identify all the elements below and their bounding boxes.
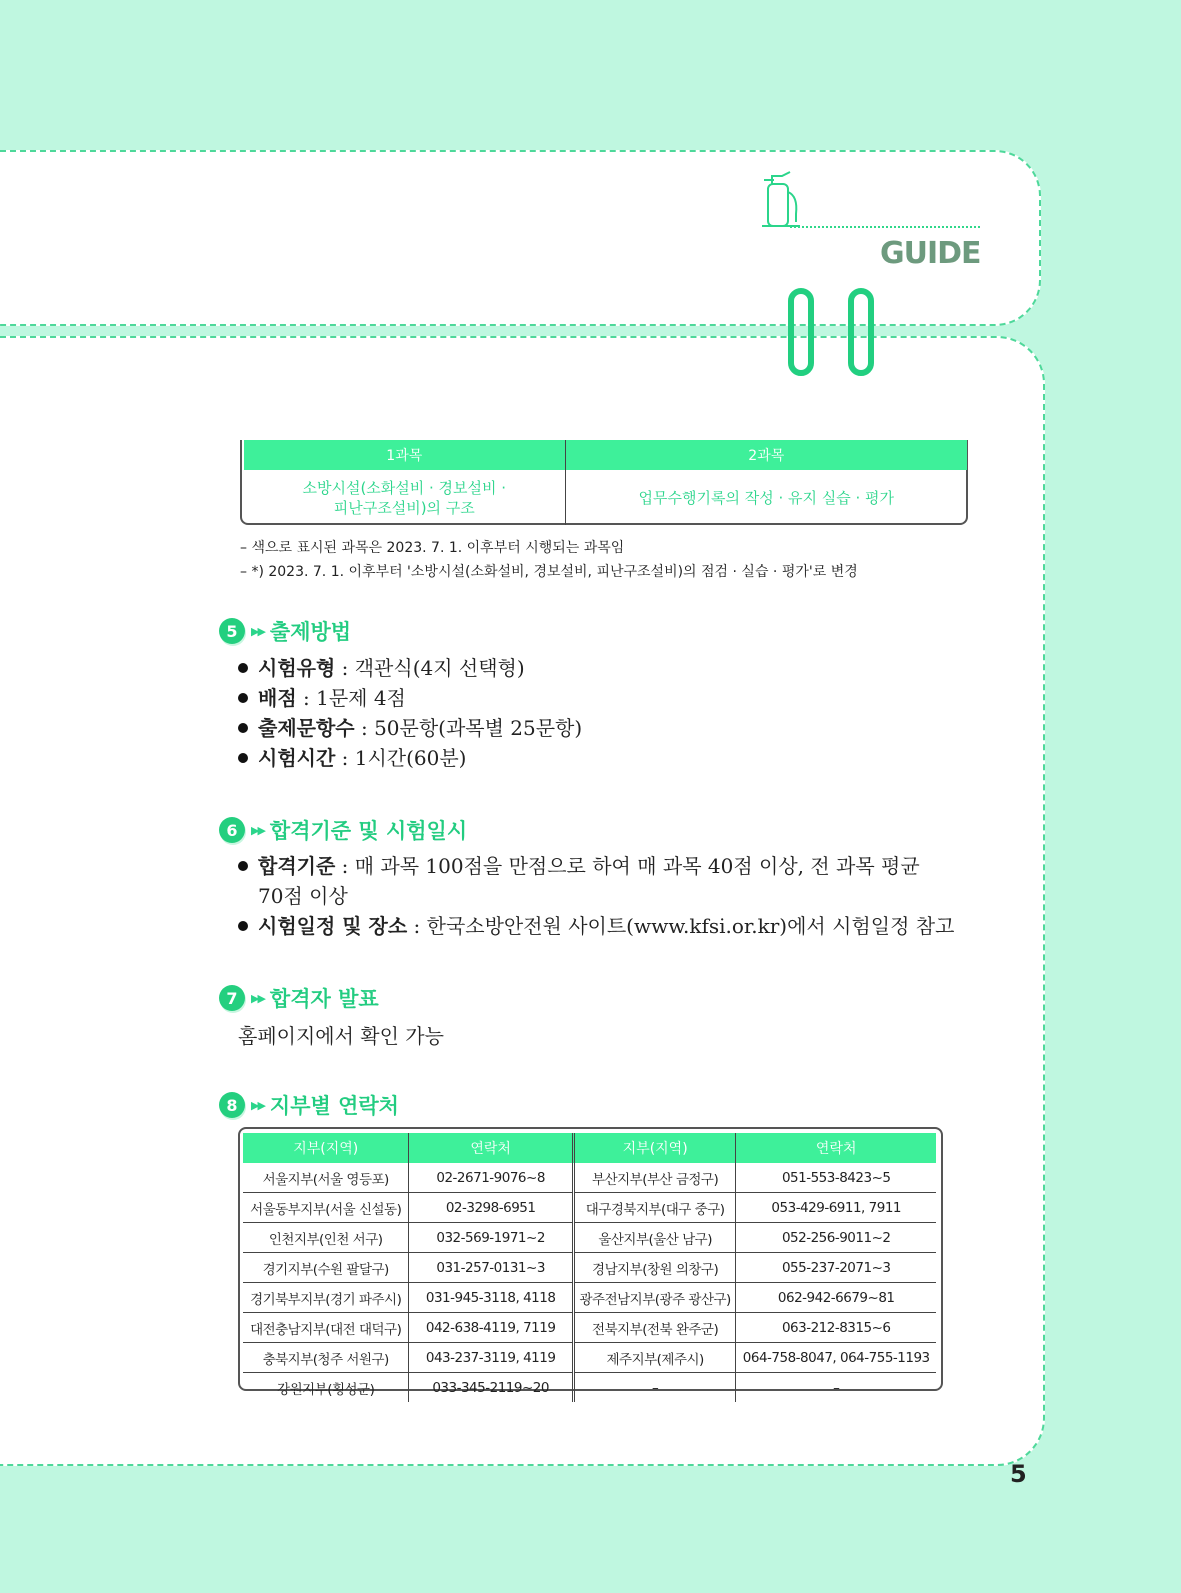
bullet-item: 합격기준 : 매 과목 100점을 만점으로 하여 매 과목 40점 이상, 전 과목 평균 70점 이상 — [238, 851, 958, 911]
bullet-icon — [238, 921, 248, 931]
bullet-icon — [238, 753, 248, 763]
contact-cell: 064-758-8047, 064-755-1193 — [736, 1343, 936, 1373]
contact-cell: 경기북부지부(경기 파주시) — [243, 1283, 409, 1313]
announcement-text: 홈페이지에서 확인 가능 — [238, 1024, 444, 1048]
contact-cell: 경남지부(창원 의창구) — [573, 1253, 736, 1283]
section-title: 합격자 발표 — [269, 987, 379, 1011]
contact-cell: 02-3298-6951 — [409, 1193, 573, 1223]
section-heading — [219, 983, 379, 1013]
section-heading — [219, 1090, 399, 1120]
contact-cell: 부산지부(부산 금정구) — [573, 1163, 736, 1193]
bullet-item: 시험시간 : 1시간(60분) — [238, 743, 466, 773]
fire-extinguisher-icon — [760, 170, 810, 230]
contact-cell: 032-569-1971~2 — [409, 1223, 573, 1253]
contact-cell: 042-638-4119, 7119 — [409, 1313, 573, 1343]
contact-cell: 전북지부(전북 완주군) — [573, 1313, 736, 1343]
subject-cell: 소방시설(소화설비 · 경보설비 · 피난구조설비)의 구조 — [302, 478, 507, 517]
binder-ring-icon — [788, 288, 814, 376]
contact-cell: – — [573, 1373, 736, 1403]
section-heading — [219, 815, 467, 845]
contact-cell: 제주지부(제주시) — [573, 1343, 736, 1373]
contact-cell: 055-237-2071~3 — [736, 1253, 936, 1283]
section-title: 지부별 연락처 — [269, 1094, 399, 1118]
contact-cell: 031-257-0131~3 — [409, 1253, 573, 1283]
subjects-table — [244, 440, 967, 525]
notes — [240, 536, 858, 584]
bullet-icon — [238, 693, 248, 703]
table-row — [243, 1193, 936, 1223]
contacts-header: 지부(지역) — [573, 1133, 736, 1163]
bullet-item: 시험유형 : 객관식(4지 선택형) — [238, 653, 525, 683]
page-number: 5 — [1010, 1460, 1027, 1488]
table-row — [243, 1313, 936, 1343]
bullet-item: 출제문항수 : 50문항(과목별 25문항) — [238, 713, 582, 743]
contact-cell: 광주전남지부(광주 광산구) — [573, 1283, 736, 1313]
contact-cell: – — [736, 1373, 936, 1403]
bullet-icon — [238, 663, 248, 673]
arrow-icon: ▶▶ — [251, 991, 264, 1005]
guide-label: GUIDE — [880, 236, 981, 271]
contact-cell: 대전충남지부(대전 대덕구) — [243, 1313, 409, 1343]
bullet-icon — [238, 723, 248, 733]
note-line: – 색으로 표시된 과목은 2023. 7. 1. 이후부터 시행되는 과목임 — [240, 540, 625, 556]
note-line: – *) 2023. 7. 1. 이후부터 '소방시설(소화설비, 경보설비, 피난구조설비)의 점검 · 실습 · 평가'로 변경 — [240, 564, 858, 580]
contact-cell: 경기지부(수원 팔달구) — [243, 1253, 409, 1283]
contact-cell: 강원지부(횡성군) — [243, 1373, 409, 1403]
contact-cell: 053-429-6911, 7911 — [736, 1193, 936, 1223]
subjects-header: 2과목 — [565, 440, 967, 470]
contacts-header: 연락처 — [736, 1133, 936, 1163]
arrow-icon: ▶▶ — [251, 1098, 264, 1112]
contact-cell: 051-553-8423~5 — [736, 1163, 936, 1193]
binder-ring-icon — [848, 288, 874, 376]
arrow-icon: ▶▶ — [251, 624, 264, 638]
table-row — [243, 1163, 936, 1193]
contact-cell: 02-2671-9076~8 — [409, 1163, 573, 1193]
section-title: 출제방법 — [269, 620, 352, 644]
contact-cell: 충북지부(청주 서원구) — [243, 1343, 409, 1373]
contact-cell: 033-345-2119~20 — [409, 1373, 573, 1403]
contact-cell: 062-942-6679~81 — [736, 1283, 936, 1313]
contact-cell: 서울지부(서울 영등포) — [262, 1171, 389, 1188]
table-row — [243, 1373, 936, 1403]
contacts-table — [243, 1133, 936, 1402]
contact-cell: 대구경북지부(대구 중구) — [573, 1193, 736, 1223]
table-row — [243, 1283, 936, 1313]
table-row — [243, 1253, 936, 1283]
subject-cell: 업무수행기록의 작성 · 유지 실습 · 평가 — [565, 470, 967, 525]
section-title: 합격기준 및 시험일시 — [269, 819, 468, 843]
bullet-icon — [238, 861, 248, 871]
contact-cell: 울산지부(울산 남구) — [573, 1223, 736, 1253]
contact-cell: 063-212-8315~6 — [736, 1313, 936, 1343]
bullet-item: 시험일정 및 장소 : 한국소방안전원 사이트(www.kfsi.or.kr)에서 시험일정 참고 — [238, 911, 978, 941]
contacts-header: 연락처 — [409, 1133, 573, 1163]
section-number: 7 — [219, 985, 245, 1011]
section-heading — [219, 616, 351, 646]
section-number: 6 — [219, 817, 245, 843]
arrow-icon: ▶▶ — [251, 823, 264, 837]
section-number: 8 — [219, 1092, 245, 1118]
contact-cell: 052-256-9011~2 — [736, 1223, 936, 1253]
table-row — [243, 1223, 936, 1253]
contacts-header: 지부(지역) — [243, 1133, 409, 1163]
bullet-item: 배점 : 1문제 4점 — [238, 683, 406, 713]
section-number: 5 — [219, 618, 245, 644]
contact-cell: 043-237-3119, 4119 — [409, 1343, 573, 1373]
contact-cell: 서울동부지부(서울 신설동) — [243, 1193, 409, 1223]
contact-cell: 031-945-3118, 4118 — [409, 1283, 573, 1313]
table-row — [243, 1343, 936, 1373]
contact-cell: 인천지부(인천 서구) — [243, 1223, 409, 1253]
guide-divider — [790, 226, 980, 228]
subjects-header: 1과목 — [244, 440, 565, 470]
